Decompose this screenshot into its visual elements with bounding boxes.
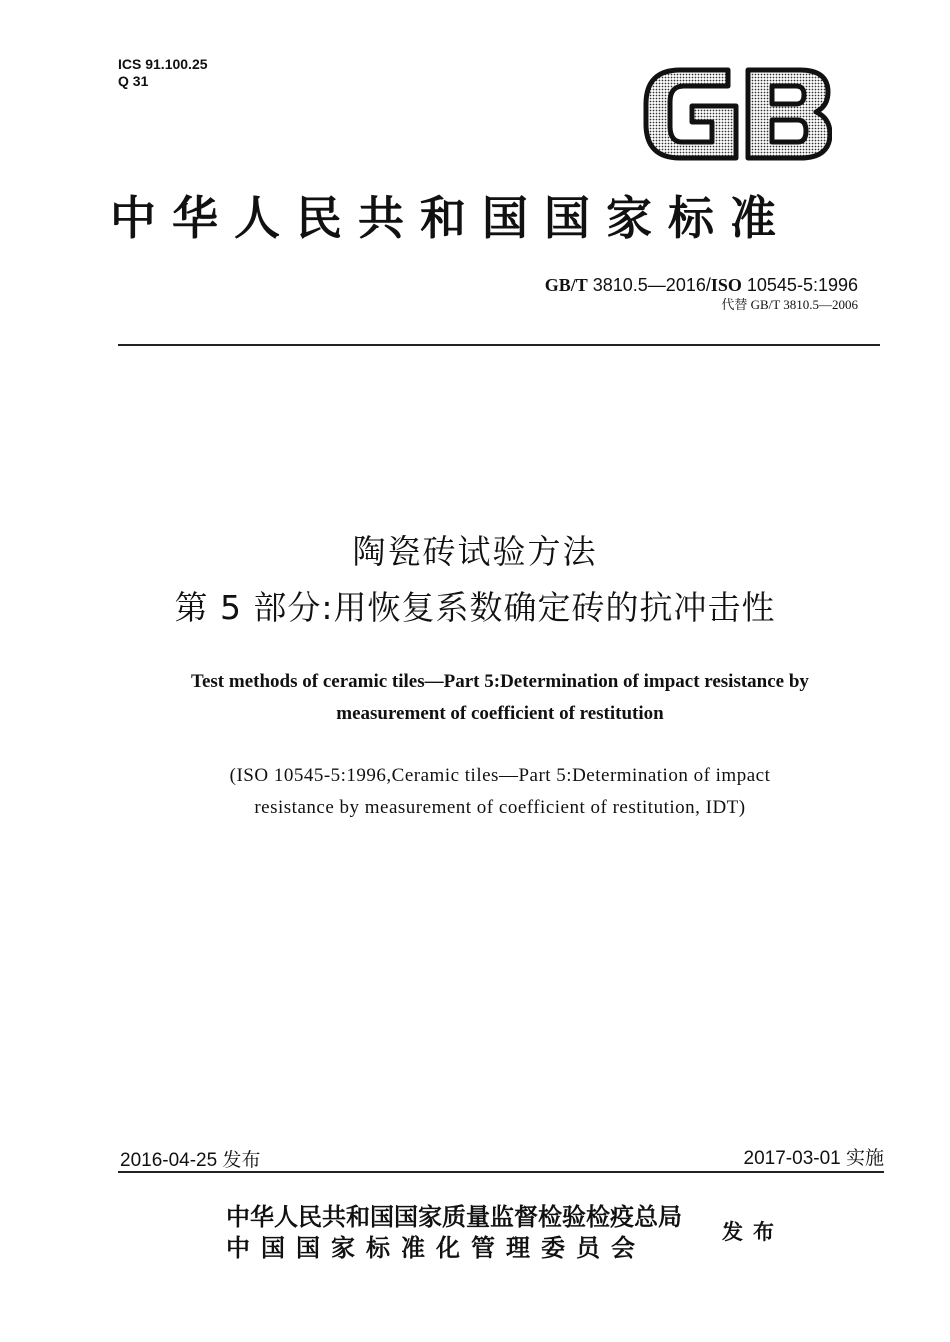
english-title-line-1: Test methods of ceramic tiles—Part 5:Determination of impact resistance by [191, 671, 809, 692]
issuing-authority-2: 中国国家标准化管理委员会 [226, 1233, 646, 1262]
iso-number: 10545-5:1996 [741, 275, 858, 295]
gb-logo [640, 64, 832, 164]
chinese-title-line-1: 陶瓷砖试验方法 [352, 532, 598, 571]
national-standard-title: 中华人民共和国国家标准 [110, 191, 792, 245]
publish-label: 发布 [722, 1219, 784, 1244]
iso-prefix: ISO [710, 275, 742, 295]
issuing-authority-1: 中华人民共和国国家质量监督检验检疫总局 [226, 1202, 682, 1231]
ics-code: ICS 91.100.25 [118, 56, 208, 72]
footer-divider [118, 1171, 884, 1173]
code-prefix: GB/T [544, 275, 588, 295]
chinese-title-line-2: 第 5 部分:用恢复系数确定砖的抗冲击性 [174, 588, 776, 627]
header-divider [118, 344, 880, 346]
issue-date: 2016-04-25 发布 [120, 1150, 261, 1171]
implementation-date: 2017-03-01 实施 [743, 1148, 884, 1169]
replaces-note: 代替 GB/T 3810.5—2006 [721, 297, 858, 312]
code-number: 3810.5—2016/ [587, 275, 711, 295]
iso-reference-line-2: resistance by measurement of coefficient of restitution, IDT) [254, 797, 746, 818]
classification-codes [118, 56, 208, 90]
english-title-line-2: measurement of coefficient of restitution [336, 703, 664, 724]
iso-reference-line-1: (ISO 10545-5:1996,Ceramic tiles—Part 5:Determination of impact [229, 765, 771, 786]
ccs-code: Q 31 [118, 73, 149, 89]
standard-code [545, 274, 858, 296]
